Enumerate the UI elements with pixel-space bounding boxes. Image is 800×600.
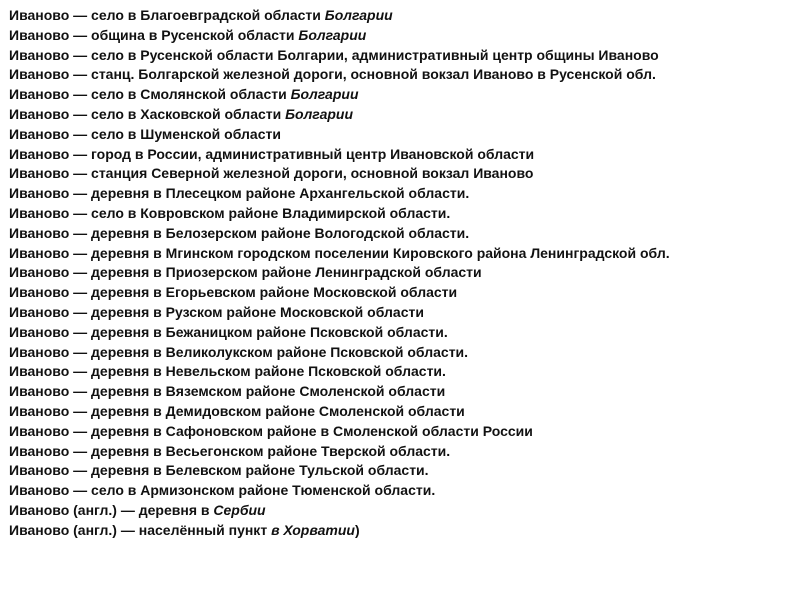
entry-text: Иваново — село в Хасковской области bbox=[9, 105, 286, 122]
list-item bbox=[9, 6, 789, 26]
list-item bbox=[9, 65, 789, 85]
list-item bbox=[9, 224, 789, 244]
entry-text: Иваново — село в Шуменской области bbox=[9, 125, 281, 142]
list-item bbox=[9, 105, 789, 125]
list-item bbox=[9, 283, 789, 303]
list-item bbox=[9, 46, 789, 66]
entry-italic: Болгарии bbox=[285, 105, 354, 122]
list-item bbox=[9, 323, 789, 343]
entry-text: Иваново — село в Русенской области Болгарии, административный центр общины Иваново bbox=[9, 46, 659, 63]
entry-text: Иваново — деревня в Сафоновском районе в Смоленской области России bbox=[9, 422, 533, 439]
list-item bbox=[9, 303, 789, 323]
entry-text: Иваново — деревня в Приозерском районе Ленинградской области bbox=[9, 264, 482, 281]
list-item bbox=[9, 362, 789, 382]
entry-italic: Болгарии bbox=[324, 7, 393, 23]
entry-text: Иваново — деревня в Рузском районе Московской области bbox=[9, 303, 424, 320]
list-item bbox=[9, 461, 789, 481]
list-item bbox=[9, 85, 789, 105]
entry-text: Иваново — деревня в Егорьевском районе Московской области bbox=[9, 284, 458, 301]
entry-text: Иваново — село в Армизонском районе Тюменской области. bbox=[9, 482, 436, 499]
entry-text: Иваново — деревня в Мгинском городском поселении Кировского района Ленинградской обл. bbox=[9, 244, 670, 261]
document-body bbox=[9, 6, 789, 541]
entry-text: Иваново — деревня в Белозерском районе Вологодской области. bbox=[9, 224, 470, 241]
entry-text: Иваново — село в Благоевградской области bbox=[9, 7, 325, 23]
entry-text: Иваново (англ.) — населённый пункт bbox=[9, 521, 272, 538]
list-item bbox=[9, 204, 789, 224]
list-item bbox=[9, 244, 789, 264]
entry-text: Иваново — деревня в Великолукском районе Псковской области. bbox=[9, 343, 469, 360]
list-item bbox=[9, 402, 789, 422]
entry-text: Иваново — деревня в Весьегонском районе Тверской области. bbox=[9, 442, 451, 459]
entry-italic: Болгарии bbox=[298, 26, 367, 43]
entry-text: Иваново — город в России, административный центр Ивановской области bbox=[9, 145, 535, 162]
entry-italic: Сербии bbox=[213, 501, 266, 518]
entry-text: Иваново — станция Северной железной дороги, основной вокзал Иваново bbox=[9, 165, 534, 182]
entry-text: Иваново — станц. Болгарской железной дороги, основной вокзал Иваново в Русенской обл. bbox=[9, 66, 656, 83]
list-item bbox=[9, 263, 789, 283]
entry-suffix: ) bbox=[354, 521, 360, 538]
list-item bbox=[9, 125, 789, 145]
entry-text: Иваново — община в Русенской области bbox=[9, 26, 299, 43]
list-item bbox=[9, 382, 789, 402]
list-item bbox=[9, 422, 789, 442]
list-item bbox=[9, 442, 789, 462]
entry-text: Иваново — деревня в Белевском районе Тульской области. bbox=[9, 462, 429, 479]
entry-text: Иваново — село в Ковровском районе Владимирской области. bbox=[9, 204, 451, 221]
list-item bbox=[9, 501, 789, 521]
entry-text: Иваново — деревня в Вяземском районе Смоленской области bbox=[9, 383, 446, 400]
list-item bbox=[9, 164, 789, 184]
list-item bbox=[9, 184, 789, 204]
list-item bbox=[9, 145, 789, 165]
list-item bbox=[9, 481, 789, 501]
list-item bbox=[9, 521, 789, 541]
entry-text: Иваново — деревня в Плесецком районе Архангельской области. bbox=[9, 185, 470, 202]
entry-text: Иваново — село в Смолянской области bbox=[9, 86, 291, 103]
entry-text: Иваново — деревня в Бежаницком районе Псковской области. bbox=[9, 323, 448, 340]
entry-text: Иваново — деревня в Невельском районе Псковской области. bbox=[9, 363, 446, 380]
entry-italic: в Хорватии bbox=[271, 521, 355, 538]
list-item bbox=[9, 343, 789, 363]
list-item bbox=[9, 26, 789, 46]
entry-text: Иваново — деревня в Демидовском районе Смоленской области bbox=[9, 402, 465, 419]
entry-text: Иваново (англ.) — деревня в bbox=[9, 501, 214, 518]
entry-italic: Болгарии bbox=[290, 86, 359, 103]
